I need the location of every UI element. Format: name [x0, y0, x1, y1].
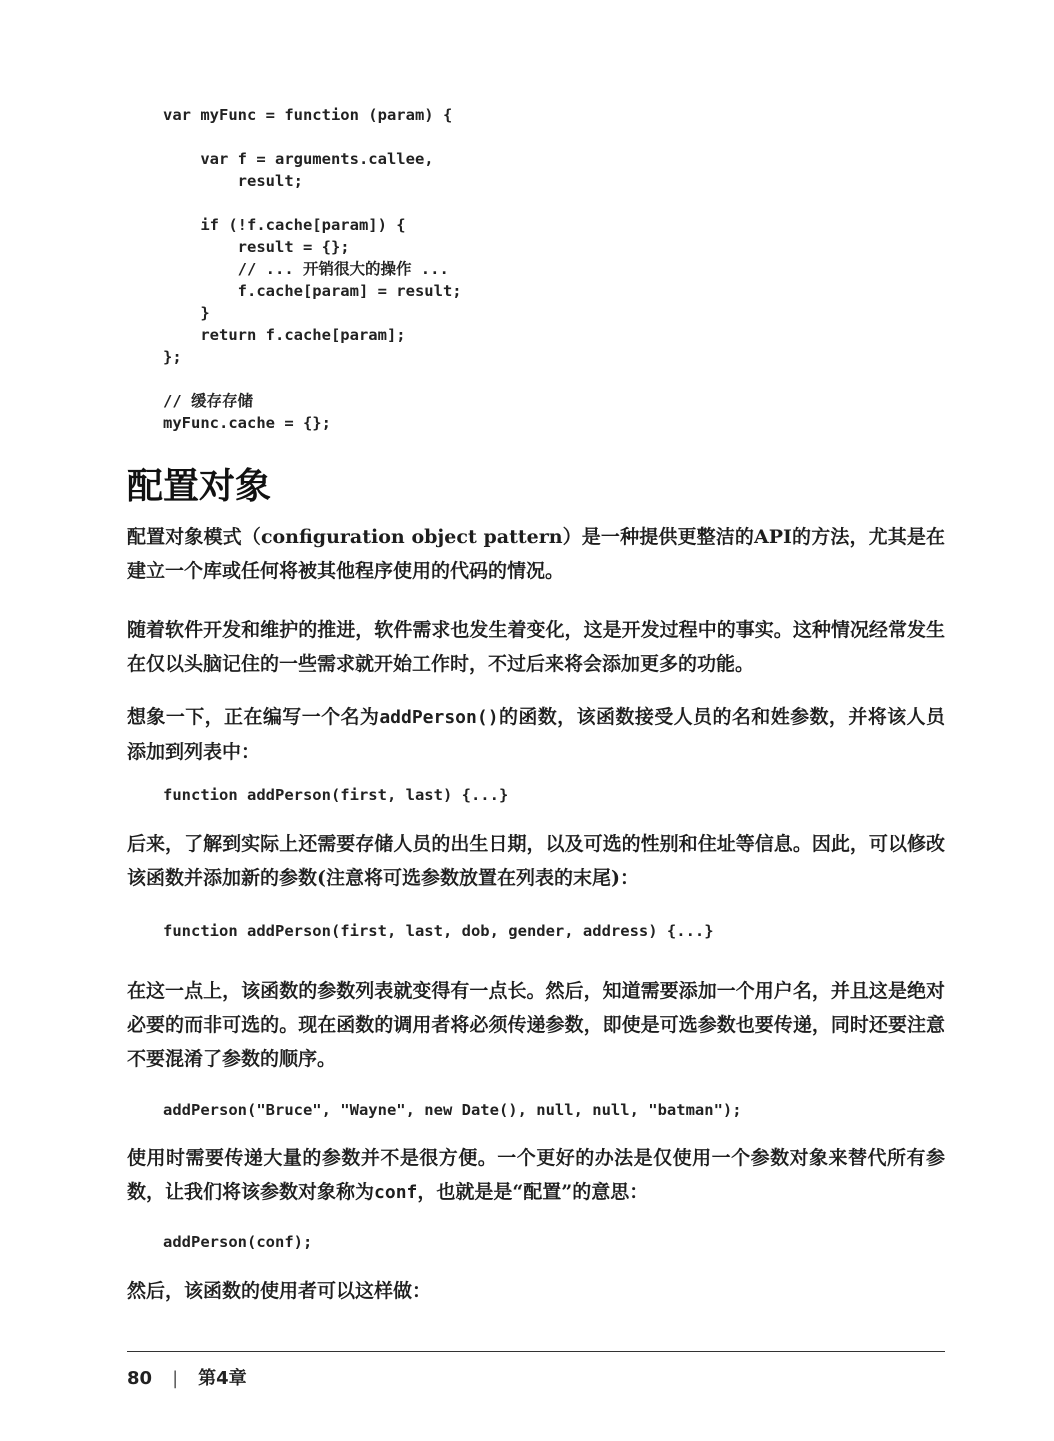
paragraph: 配置对象模式（configuration object pattern）是一种提供更整洁的API的方法，尤其是在建立一个库或任何将被其他程序使用的代码的情况。 [127, 526, 945, 582]
page-number: 80 [127, 1368, 153, 1389]
text: 想象一下，正在编写一个名为 [127, 706, 380, 728]
chapter-label: 第4章 [198, 1368, 247, 1389]
section-title: 配置对象 [127, 466, 272, 507]
footer-rule [127, 1351, 945, 1352]
page-footer [127, 1364, 247, 1390]
code-line: function addPerson(first, last, dob, gender, address) {...} [163, 922, 714, 940]
text: 的函数，该函数接受人员的名和姓参数，并将该人员添加到列表中： [127, 706, 945, 763]
paragraph: 后来，了解到实际上还需要存储人员的出生日期，以及可选的性别和住址等信息。因此，可以修改该函数并添加新的参数(注意将可选参数放置在列表的末尾)： [127, 833, 945, 889]
inline-code: addPerson() [379, 707, 499, 728]
paragraph [127, 1141, 945, 1210]
text: ，也就是是“配置”的意思： [417, 1181, 649, 1203]
footer-separator: | [172, 1368, 179, 1389]
paragraph: 然后，该函数的使用者可以这样做： [127, 1280, 432, 1302]
inline-code: conf [374, 1182, 418, 1203]
text: 使用时需要传递大量的参数并不是很方便。一个更好的办法是仅使用一个参数对象来替代所有参数，让我们将该参数对象称为 [127, 1147, 945, 1203]
code-line: function addPerson(first, last) {...} [163, 786, 509, 804]
code-line: addPerson(conf); [163, 1233, 313, 1251]
code-block-memoization: var myFunc = function (param) { var f = arguments.callee, result; if (!f.cache[param]) { result = {}; // ... 开销很大的操作 ... f.cache[param] = result; } return f.cache[param]; }; // 缓存存储 myFunc.cache = {}; [163, 106, 462, 432]
paragraph: 在这一点上，该函数的参数列表就变得有一点长。然后，知道需要添加一个用户名，并且这是绝对必要的而非可选的。现在函数的调用者将必须传递参数，即使是可选参数也要传递，同时还要注意不要混淆了参数的顺序。 [127, 980, 945, 1070]
paragraph [127, 700, 945, 769]
code-line: addPerson("Bruce", "Wayne", new Date(), null, null, "batman"); [163, 1101, 742, 1119]
paragraph: 随着软件开发和维护的推进，软件需求也发生着变化，这是开发过程中的事实。这种情况经常发生在仅以头脑记住的一些需求就开始工作时，不过后来将会添加更多的功能。 [127, 619, 945, 675]
